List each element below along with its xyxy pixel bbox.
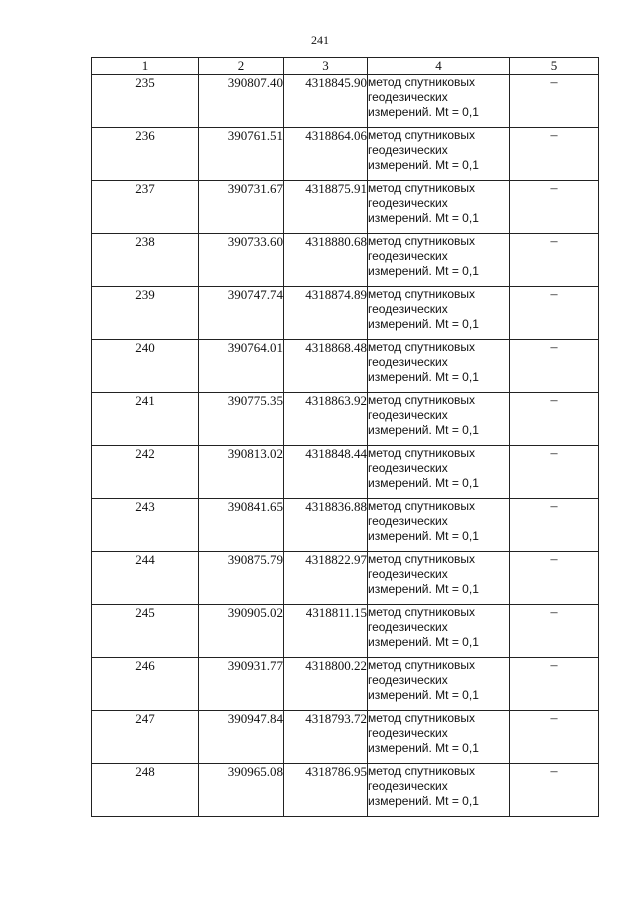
x-coordinate-cell: 390813.02	[199, 446, 284, 499]
x-coordinate-cell: 390905.02	[199, 605, 284, 658]
method-description-cell	[368, 393, 510, 446]
method-description-line: геодезических	[368, 196, 448, 210]
method-description-line: геодезических	[368, 620, 448, 634]
y-coordinate-cell: 4318874.89	[284, 287, 368, 340]
method-description-line: измерений. Mt = 0,1	[368, 529, 479, 543]
x-coordinate-cell: 390731.67	[199, 181, 284, 234]
point-number-cell: 247	[92, 711, 199, 764]
method-description-line: метод спутниковых	[368, 340, 476, 354]
method-description-line: метод спутниковых	[368, 711, 476, 725]
method-description-cell	[368, 499, 510, 552]
method-description-line: метод спутниковых	[368, 552, 476, 566]
point-number-cell: 238	[92, 234, 199, 287]
table-row	[92, 340, 599, 393]
table-row	[92, 393, 599, 446]
point-number-cell: 237	[92, 181, 199, 234]
note-cell: –	[510, 711, 599, 764]
method-description-line: геодезических	[368, 779, 448, 793]
note-cell: –	[510, 234, 599, 287]
method-description-line: измерений. Mt = 0,1	[368, 264, 479, 278]
x-coordinate-cell: 390747.74	[199, 287, 284, 340]
point-number-cell: 246	[92, 658, 199, 711]
method-description-cell	[368, 446, 510, 499]
table-row	[92, 75, 599, 128]
y-coordinate-cell: 4318786.95	[284, 764, 368, 817]
note-cell: –	[510, 340, 599, 393]
table-row	[92, 128, 599, 181]
method-description-line: метод спутниковых	[368, 764, 476, 778]
method-description-line: измерений. Mt = 0,1	[368, 476, 479, 490]
method-description-line: измерений. Mt = 0,1	[368, 370, 479, 384]
x-coordinate-cell: 390761.51	[199, 128, 284, 181]
method-description-line: измерений. Mt = 0,1	[368, 688, 479, 702]
note-cell: –	[510, 605, 599, 658]
table-row	[92, 181, 599, 234]
note-cell: –	[510, 552, 599, 605]
column-header: 3	[284, 58, 368, 75]
y-coordinate-cell: 4318864.06	[284, 128, 368, 181]
table-row	[92, 764, 599, 817]
method-description-line: метод спутниковых	[368, 234, 476, 248]
method-description-line: геодезических	[368, 143, 448, 157]
method-description-cell	[368, 552, 510, 605]
y-coordinate-cell: 4318836.88	[284, 499, 368, 552]
table-row	[92, 658, 599, 711]
method-description-line: измерений. Mt = 0,1	[368, 105, 479, 119]
y-coordinate-cell: 4318800.22	[284, 658, 368, 711]
method-description-line: метод спутниковых	[368, 181, 476, 195]
method-description-line: измерений. Mt = 0,1	[368, 741, 479, 755]
method-description-line: геодезических	[368, 514, 448, 528]
column-header: 5	[510, 58, 599, 75]
note-cell: –	[510, 75, 599, 128]
y-coordinate-cell: 4318880.68	[284, 234, 368, 287]
table-row	[92, 711, 599, 764]
coordinates-table	[91, 57, 599, 817]
method-description-cell	[368, 764, 510, 817]
note-cell: –	[510, 499, 599, 552]
method-description-cell	[368, 605, 510, 658]
point-number-cell: 241	[92, 393, 199, 446]
x-coordinate-cell: 390775.35	[199, 393, 284, 446]
y-coordinate-cell: 4318863.92	[284, 393, 368, 446]
method-description-line: метод спутниковых	[368, 393, 476, 407]
method-description-line: метод спутниковых	[368, 446, 476, 460]
point-number-cell: 244	[92, 552, 199, 605]
x-coordinate-cell: 390764.01	[199, 340, 284, 393]
page-number: 241	[311, 33, 329, 47]
point-number-cell: 243	[92, 499, 199, 552]
column-header: 1	[92, 58, 199, 75]
table-row	[92, 234, 599, 287]
x-coordinate-cell: 390841.65	[199, 499, 284, 552]
table-row	[92, 605, 599, 658]
table-row	[92, 446, 599, 499]
point-number-cell: 235	[92, 75, 199, 128]
table-row	[92, 552, 599, 605]
method-description-line: геодезических	[368, 302, 448, 316]
y-coordinate-cell: 4318793.72	[284, 711, 368, 764]
method-description-line: геодезических	[368, 673, 448, 687]
y-coordinate-cell: 4318845.90	[284, 75, 368, 128]
method-description-line: измерений. Mt = 0,1	[368, 317, 479, 331]
point-number-cell: 239	[92, 287, 199, 340]
method-description-line: геодезических	[368, 726, 448, 740]
method-description-line: геодезических	[368, 249, 448, 263]
method-description-line: метод спутниковых	[368, 287, 476, 301]
method-description-cell	[368, 658, 510, 711]
method-description-line: геодезических	[368, 567, 448, 581]
note-cell: –	[510, 128, 599, 181]
method-description-line: геодезических	[368, 408, 448, 422]
method-description-line: метод спутниковых	[368, 499, 476, 513]
note-cell: –	[510, 446, 599, 499]
note-cell: –	[510, 287, 599, 340]
method-description-line: геодезических	[368, 355, 448, 369]
x-coordinate-cell: 390965.08	[199, 764, 284, 817]
table-row	[92, 499, 599, 552]
method-description-line: измерений. Mt = 0,1	[368, 211, 479, 225]
y-coordinate-cell: 4318848.44	[284, 446, 368, 499]
point-number-cell: 245	[92, 605, 199, 658]
method-description-cell	[368, 234, 510, 287]
method-description-line: измерений. Mt = 0,1	[368, 794, 479, 808]
x-coordinate-cell: 390931.77	[199, 658, 284, 711]
method-description-line: измерений. Mt = 0,1	[368, 635, 479, 649]
column-header: 2	[199, 58, 284, 75]
note-cell: –	[510, 393, 599, 446]
y-coordinate-cell: 4318868.48	[284, 340, 368, 393]
y-coordinate-cell: 4318875.91	[284, 181, 368, 234]
method-description-line: геодезических	[368, 461, 448, 475]
y-coordinate-cell: 4318822.97	[284, 552, 368, 605]
x-coordinate-cell: 390807.40	[199, 75, 284, 128]
method-description-cell	[368, 181, 510, 234]
x-coordinate-cell: 390733.60	[199, 234, 284, 287]
method-description-cell	[368, 128, 510, 181]
header-row	[92, 58, 599, 75]
x-coordinate-cell: 390875.79	[199, 552, 284, 605]
point-number-cell: 240	[92, 340, 199, 393]
method-description-line: измерений. Mt = 0,1	[368, 423, 479, 437]
point-number-cell: 242	[92, 446, 199, 499]
method-description-line: геодезических	[368, 90, 448, 104]
note-cell: –	[510, 658, 599, 711]
method-description-line: метод спутниковых	[368, 75, 476, 89]
column-header: 4	[368, 58, 510, 75]
method-description-cell	[368, 287, 510, 340]
note-cell: –	[510, 764, 599, 817]
point-number-cell: 236	[92, 128, 199, 181]
method-description-line: метод спутниковых	[368, 605, 476, 619]
note-cell: –	[510, 181, 599, 234]
method-description-cell	[368, 75, 510, 128]
method-description-line: измерений. Mt = 0,1	[368, 582, 479, 596]
table-row	[92, 287, 599, 340]
method-description-line: измерений. Mt = 0,1	[368, 158, 479, 172]
x-coordinate-cell: 390947.84	[199, 711, 284, 764]
method-description-cell	[368, 711, 510, 764]
method-description-line: метод спутниковых	[368, 658, 476, 672]
point-number-cell: 248	[92, 764, 199, 817]
method-description-cell	[368, 340, 510, 393]
method-description-line: метод спутниковых	[368, 128, 476, 142]
y-coordinate-cell: 4318811.15	[284, 605, 368, 658]
